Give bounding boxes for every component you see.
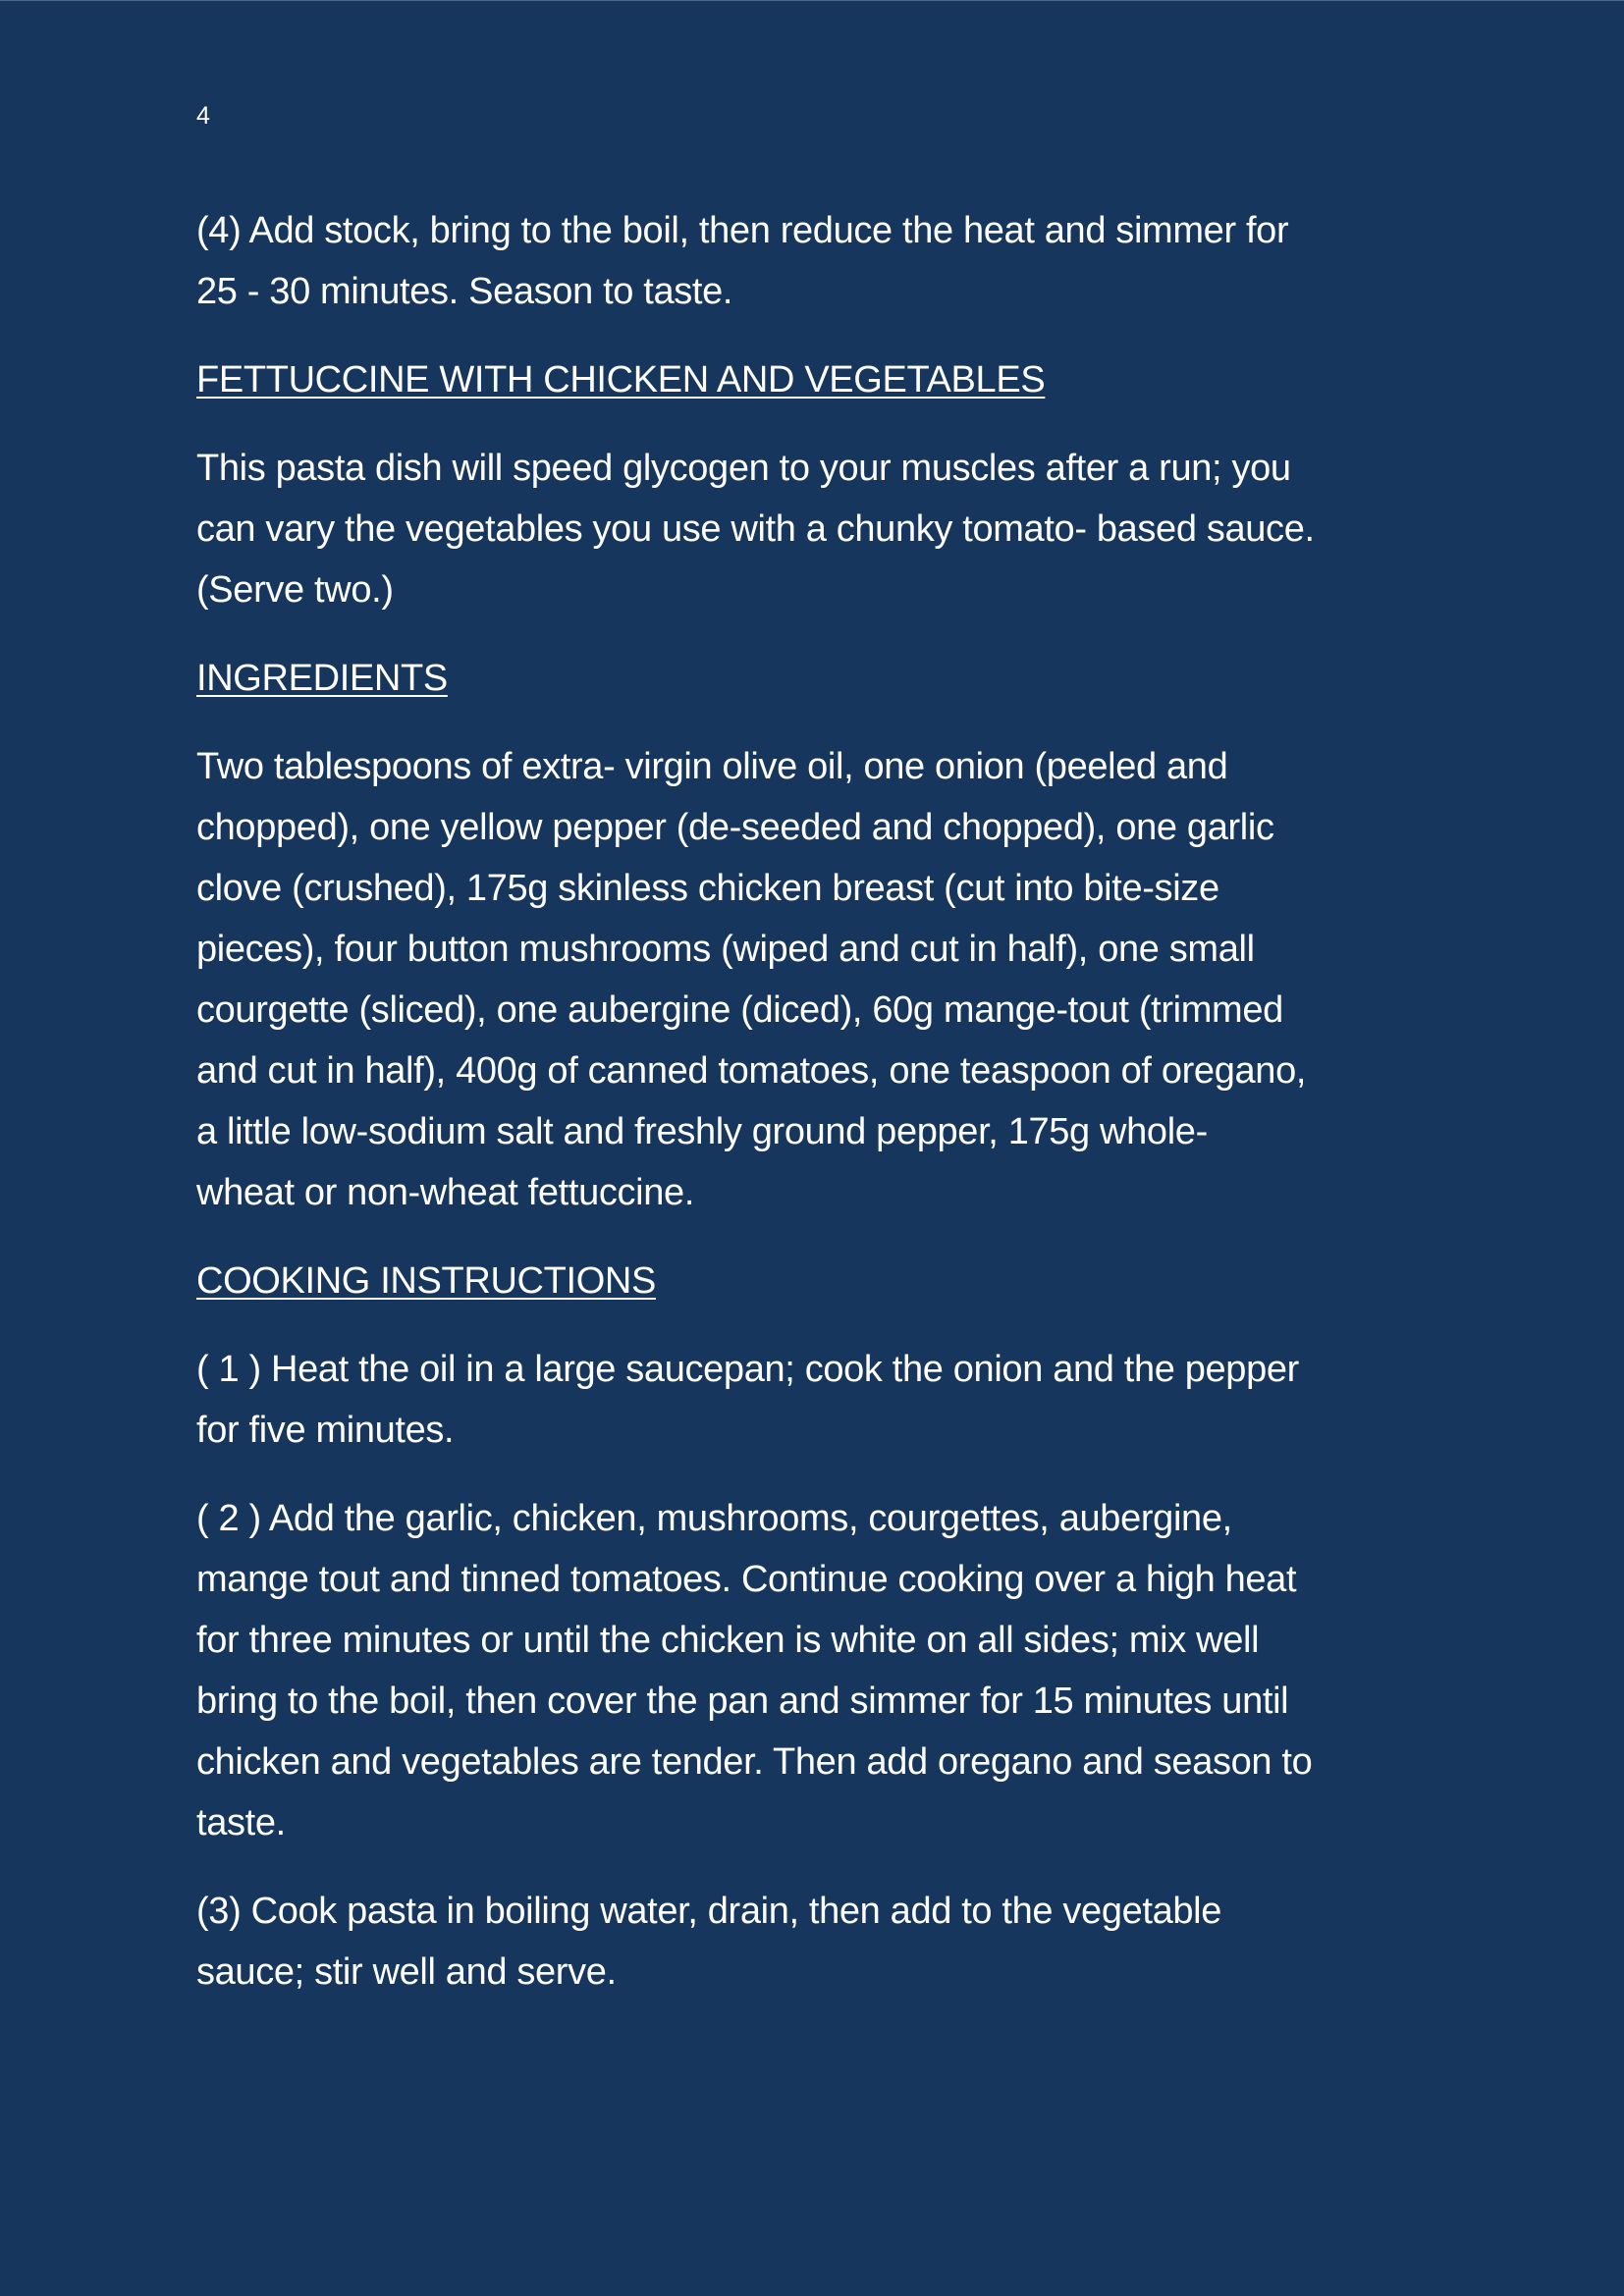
cooking-step-1-line: ( 1 ) Heat the oil in a large saucepan; cook the onion and the pepper <box>196 1349 1299 1390</box>
cooking-step-2-line: ( 2 ) Add the garlic, chicken, mushrooms, courgettes, aubergine, <box>196 1498 1232 1539</box>
cooking-instructions-heading: COOKING INSTRUCTIONS <box>196 1260 657 1302</box>
ingredients-line: courgette (sliced), one aubergine (diced), 60g mange-tout (trimmed <box>196 989 1283 1031</box>
recipe-intro <box>196 438 1434 620</box>
ingredients-heading: INGREDIENTS <box>196 658 448 699</box>
ingredients-line: and cut in half), 400g of canned tomatoes, one teaspoon of oregano, <box>196 1050 1307 1092</box>
ingredients-line: pieces), four button mushrooms (wiped and cut in half), one small <box>196 929 1255 970</box>
ingredients-line: a little low-sodium salt and freshly ground pepper, 175g whole- <box>196 1111 1208 1152</box>
cooking-step-3-line: (3) Cook pasta in boiling water, drain, then add to the vegetable <box>196 1891 1222 1932</box>
cooking-step-1 <box>196 1339 1434 1461</box>
document-content <box>196 200 1434 2030</box>
ingredients-line: wheat or non-wheat fettuccine. <box>196 1172 695 1213</box>
soup-step-4-line: (4) Add stock, bring to the boil, then reduce the heat and simmer for <box>196 210 1289 251</box>
cooking-step-3-line: sauce; stir well and serve. <box>196 1951 617 1993</box>
cooking-step-2 <box>196 1488 1434 1853</box>
cooking-step-2-line: taste. <box>196 1802 286 1843</box>
ingredients-line: clove (crushed), 175g skinless chicken breast (cut into bite-size <box>196 868 1219 909</box>
soup-step-4-line: 25 - 30 minutes. Season to taste. <box>196 271 733 312</box>
ingredients-line: chopped), one yellow pepper (de-seeded and chopped), one garlic <box>196 807 1274 848</box>
ingredients-line: Two tablespoons of extra- virgin olive oil, one onion (peeled and <box>196 746 1228 787</box>
cooking-step-2-line: bring to the boil, then cover the pan and simmer for 15 minutes until <box>196 1681 1289 1722</box>
cooking-step-2-line: for three minutes or until the chicken is white on all sides; mix well <box>196 1620 1260 1661</box>
recipe-intro-line: (Serve two.) <box>196 569 394 611</box>
ingredients-paragraph <box>196 736 1434 1223</box>
recipe-intro-line: can vary the vegetables you use with a chunky tomato- based sauce. <box>196 508 1315 550</box>
cooking-step-2-line: chicken and vegetables are tender. Then add oregano and season to <box>196 1741 1313 1783</box>
cooking-step-1-line: for five minutes. <box>196 1410 455 1451</box>
cooking-step-2-line: mange tout and tinned tomatoes. Continue cooking over a high heat <box>196 1559 1297 1600</box>
recipe-title: FETTUCCINE WITH CHICKEN AND VEGETABLES <box>196 359 1046 400</box>
soup-step-4 <box>196 200 1434 322</box>
page-number: 4 <box>196 102 211 130</box>
cooking-step-3 <box>196 1881 1434 2002</box>
recipe-intro-line: This pasta dish will speed glycogen to your muscles after a run; you <box>196 448 1291 489</box>
